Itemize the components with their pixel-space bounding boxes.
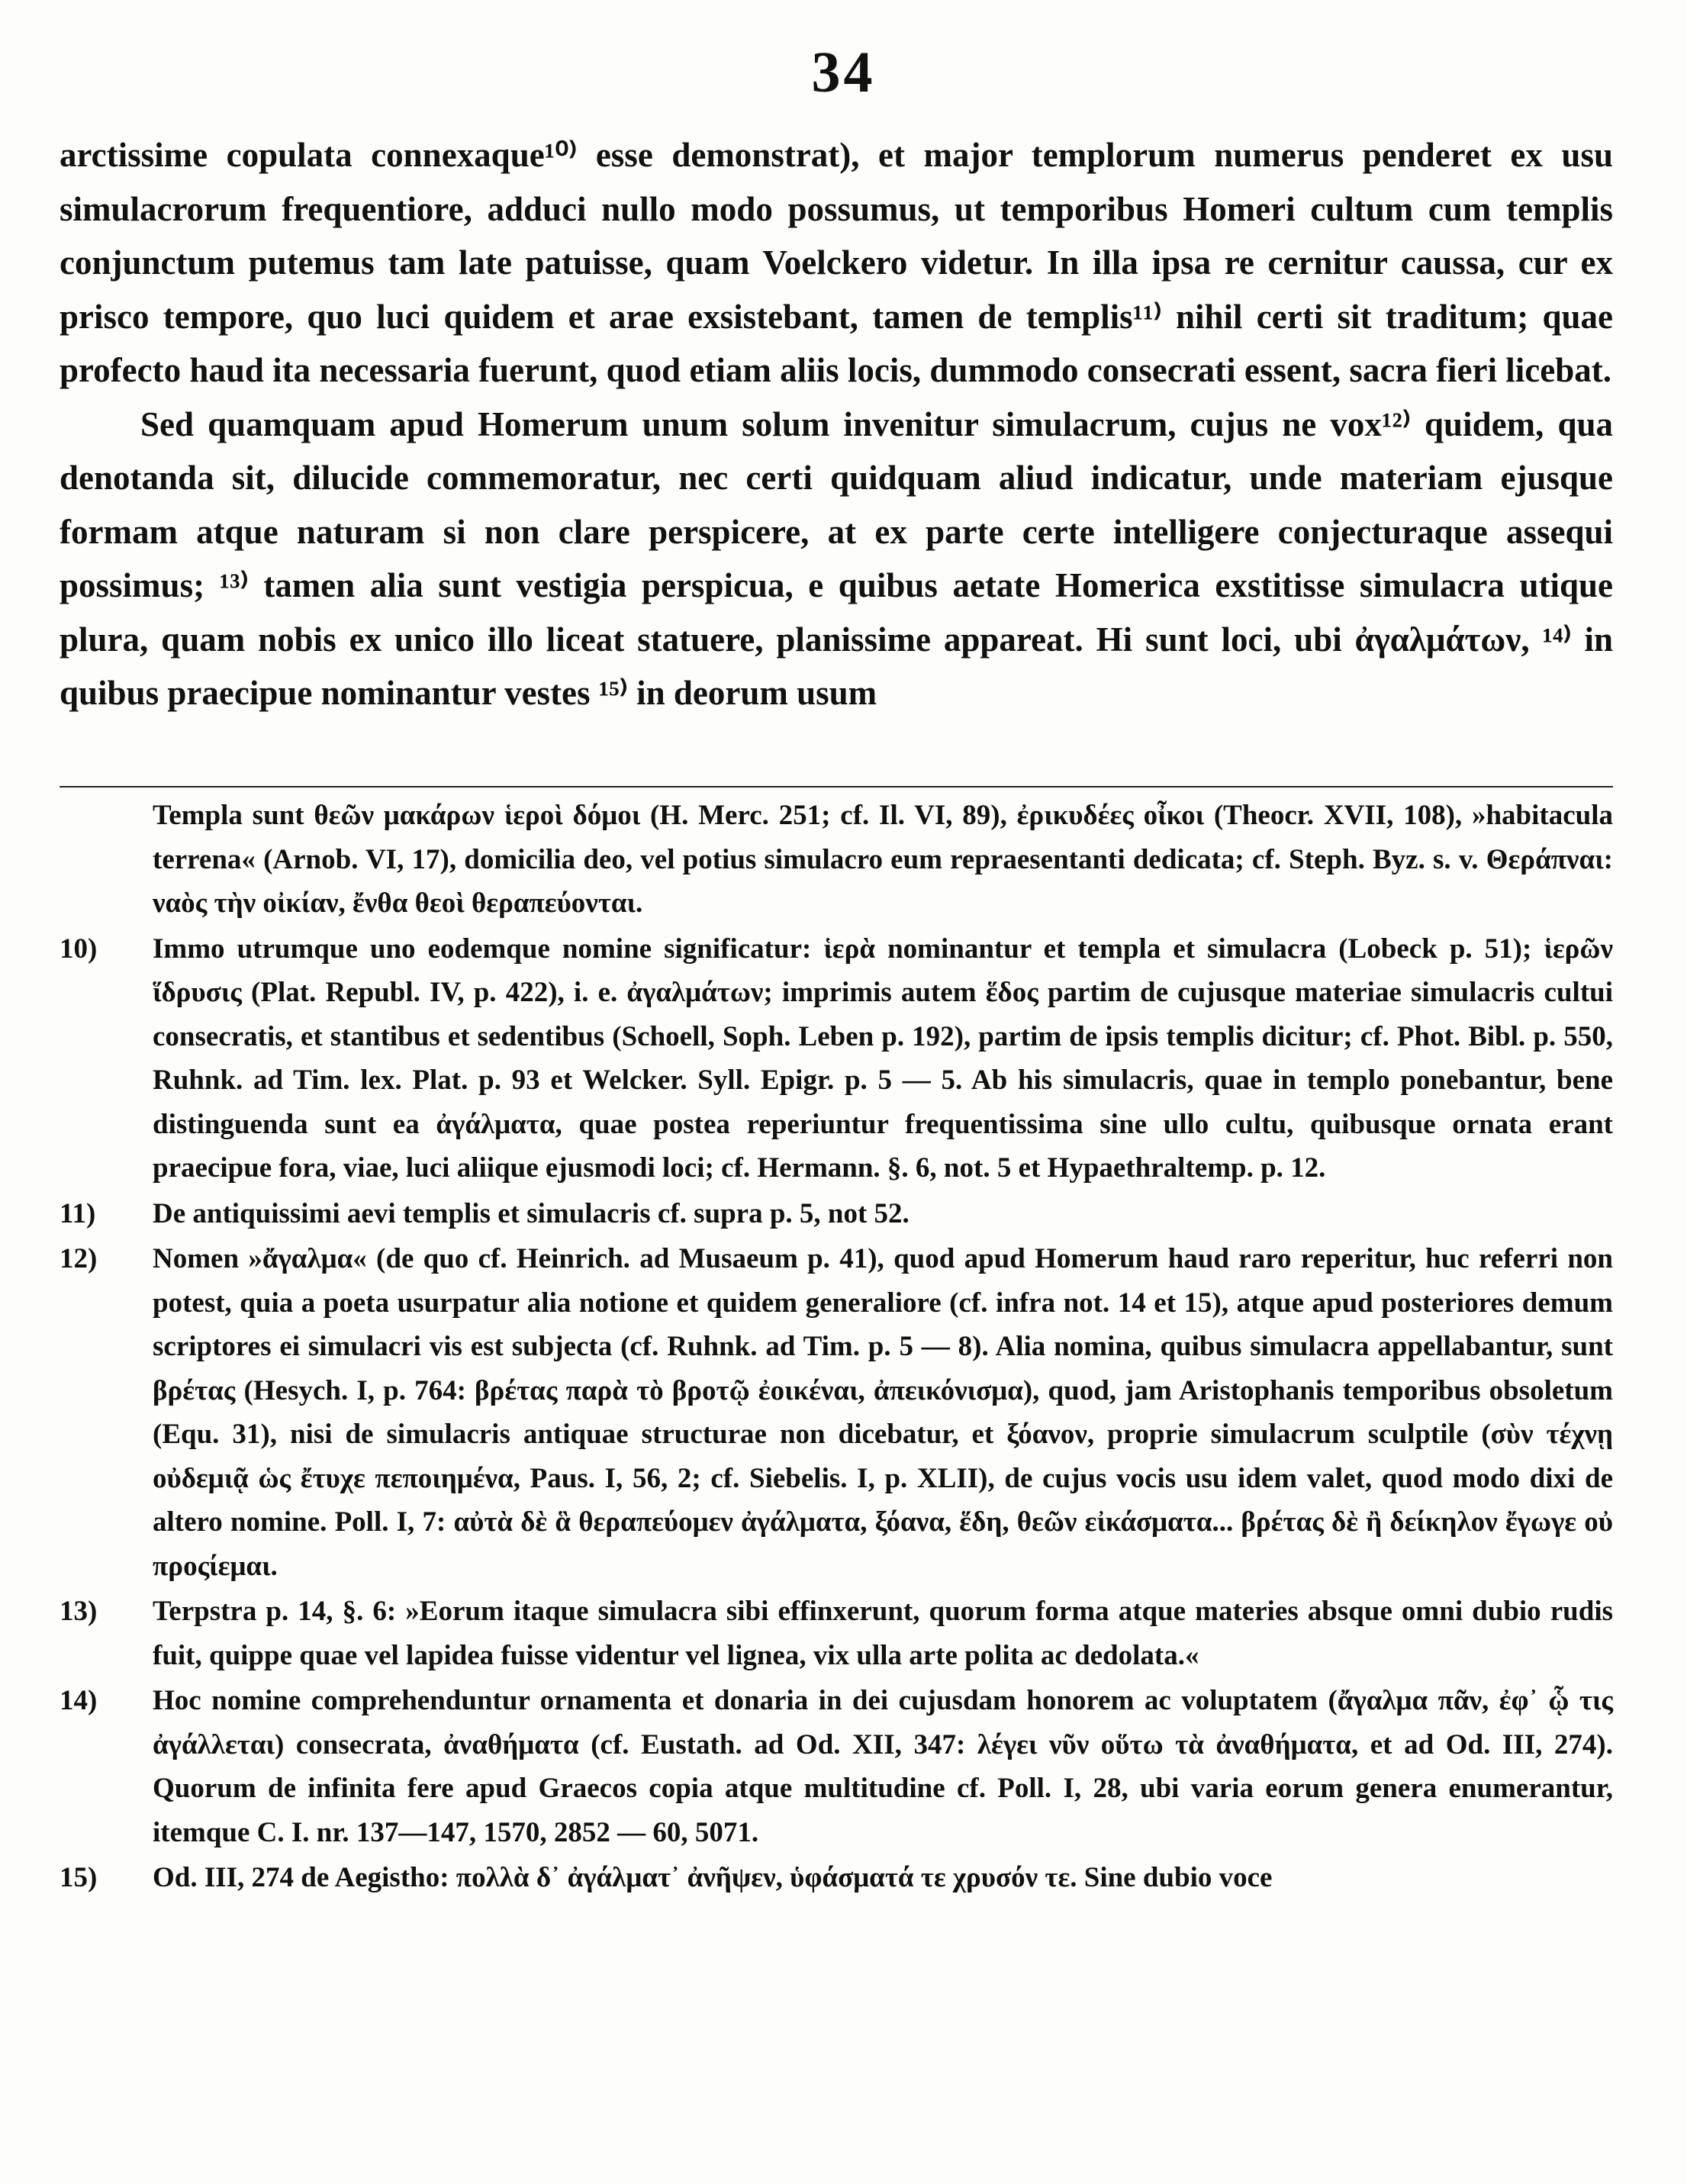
footnote-number [60,794,153,926]
footnote-number: 12) [60,1243,98,1274]
footnote-number: 15) [60,1862,98,1893]
footnote-12 [60,1237,1613,1588]
footnote-text: Immo utrumque uno eodemque nomine significatur: ἱερὰ nominantur et templa et simulacra (Lobeck p. 51); ἱερῶν ἵδρυσις (Plat. Republ. IV, p. 422), i. e. ἀγαλμάτων; imprimis autem ἕδος partim de cujusque materiae simulacris cultui consecratis, et stantibus et sedentibus (Schoell, Soph. Leben p. 192), partim de ipsis templis dicitur; cf. Phot. Bibl. p. 550, Ruhnk. ad Tim. lex. Plat. p. 93 et Welcker. Syll. Epigr. p. 5 — 5. Ab his simulacris, quae in templo ponebantur, bene distinguenda sunt ea ἀγάλματα, quae postea reperiuntur frequentissima sine ullo cultu, quibusque ornata erant praecipue fora, viae, luci aliique ejusmodi loci; cf. Hermann. §. 6, not. 5 et Hypaethraltemp. p. 12. [153,933,1613,1184]
footnote-separator [60,786,1613,788]
page-number: 34 [811,40,876,105]
footnote-text: Nomen »ἄγαλμα« (de quo cf. Heinrich. ad Musaeum p. 41), quod apud Homerum haud raro reperitur, huc referri non potest, quia a poeta usurpatur alia notione et quidem generaliore (cf. infra not. 14 et 15), atque apud posteriores demum scriptores ei simulacri vis est subjecta (cf. Ruhnk. ad Tim. p. 5 — 8). Alia nomina, quibus simulacra appellabantur, sunt βρέτας (Hesych. I, p. 764: βρέτας παρὰ τὸ βροτῷ ἐοικέναι, ἀπεικόνισμα), quod, jam Aristophanis temporibus obsoletum (Equ. 31), nisi de simulacris antiquae structurae non dicebatur, et ξόανον, proprie simulacrum sculptile (σὺν τέχνῃ οὐδεμιᾷ ὡς ἔτυχε πεποιημένα, Paus. I, 56, 2; cf. Siebelis. I, p. XLII), de cujus vocis usu idem valet, quod modo dixi de altero nomine. Poll. I, 7: αὐτὰ δὲ ἃ θεραπεύομεν ἀγάλματα, ξόανα, ἕδη, θεῶν εἰκάσματα... βρέτας δὲ ἢ δείκηλον ἔγωγε οὐ προςίεμαι. [153,1243,1613,1582]
footnote-number: 14) [60,1685,98,1716]
main-paragraph-1: arctissime copulata connexaque¹⁰⁾ esse demonstrat), et major templorum numerus penderet ex usu simulacrorum frequentiore, adduci nullo modo possumus, ut temporibus Homeri cultum cum templis conjunctum putemus tam late patuisse, quam Voelckero videtur. In illa ipsa re cernitur caussa, cur ex prisco tempore, quo luci quidem et arae exsistebant, tamen de templis¹¹⁾ nihil certi sit traditum; quae profecto haud ita necessaria fuerunt, quod etiam aliis locis, dummodo consecrati essent, sacra fieri licebat. [60,136,1613,389]
footnote-11 [60,1192,1613,1236]
footnote-text: Hoc nomine comprehenduntur ornamenta et donaria in dei cujusdam honorem ac voluptatem (ἄγαλμα πᾶν, ἐφ᾽ ᾧ τις ἀγάλλεται) consecrata, ἀναθήματα (cf. Eustath. ad Od. XII, 347: λέγει νῦν οὕτω τὰ ἀναθήματα, et ad Od. III, 274). Quorum de infinita fere apud Graecos copia atque multitudine cf. Poll. I, 28, ubi varia eorum genera enumerantur, itemque C. I. nr. 137—147, 1570, 2852 — 60, 5071. [153,1685,1613,1848]
footnote-text: Terpstra p. 14, §. 6: »Eorum itaque simulacra sibi effinxerunt, quorum forma atque materies absque omni dubio rudis fuit, quippe quae vel lapidea fuisse videntur vel lignea, vix ulla arte polita ac dedolata.« [153,1596,1613,1671]
footnote-text: De antiquissimi aevi templis et simulacris cf. supra p. 5, not 52. [153,1197,909,1229]
footnote-text: Templa sunt θεῶν μακάρων ἱεροὶ δόμοι (H. Merc. 251; cf. Il. VI, 89), ἐρικυδέες οἶκοι (Theocr. XVII, 108), »habitacula terrena« (Arnob. VI, 17), domicilia deo, vel potius simulacro eum repraesentanti dedicata; cf. Steph. Byz. s. v. Θεράπναι: ναὸς τὴν οἰκίαν, ἔνθα θεοὶ θεραπεύονται. [153,800,1613,919]
footnote-number: 10) [60,933,98,965]
footnote-number: 13) [60,1596,98,1627]
footnote-continued [60,794,1613,926]
footnote-15 [60,1856,1613,1900]
footnote-14 [60,1679,1613,1854]
main-text [60,128,1613,720]
footnote-text: Od. III, 274 de Aegistho: πολλὰ δ᾽ ἀγάλματ᾽ ἀνῆψεν, ὑφάσματά τε χρυσόν τε. Sine dubio voce [153,1862,1273,1893]
main-paragraph-2: Sed quamquam apud Homerum unum solum invenitur simulacrum, cujus ne vox¹²⁾ quidem, qua denotanda sit, dilucide commemoratur, nec certi quidquam aliud indicatur, unde materiam ejusque formam atque naturam si non clare perspicere, at ex parte certe intelligere conjecturaque assequi possimus; ¹³⁾ tamen alia sunt vestigia perspicua, e quibus aetate Homerica exstitisse simulacra utique plura, quam nobis ex unico illo liceat statuere, planissime appareat. Hi sunt loci, ubi ἀγαλμάτων, ¹⁴⁾ in quibus praecipue nominantur vestes ¹⁵⁾ in deorum usum [60,404,1613,712]
footnote-10 [60,927,1613,1190]
footnote-number: 11) [60,1197,96,1229]
footnotes [60,794,1613,1902]
footnote-13 [60,1590,1613,1677]
